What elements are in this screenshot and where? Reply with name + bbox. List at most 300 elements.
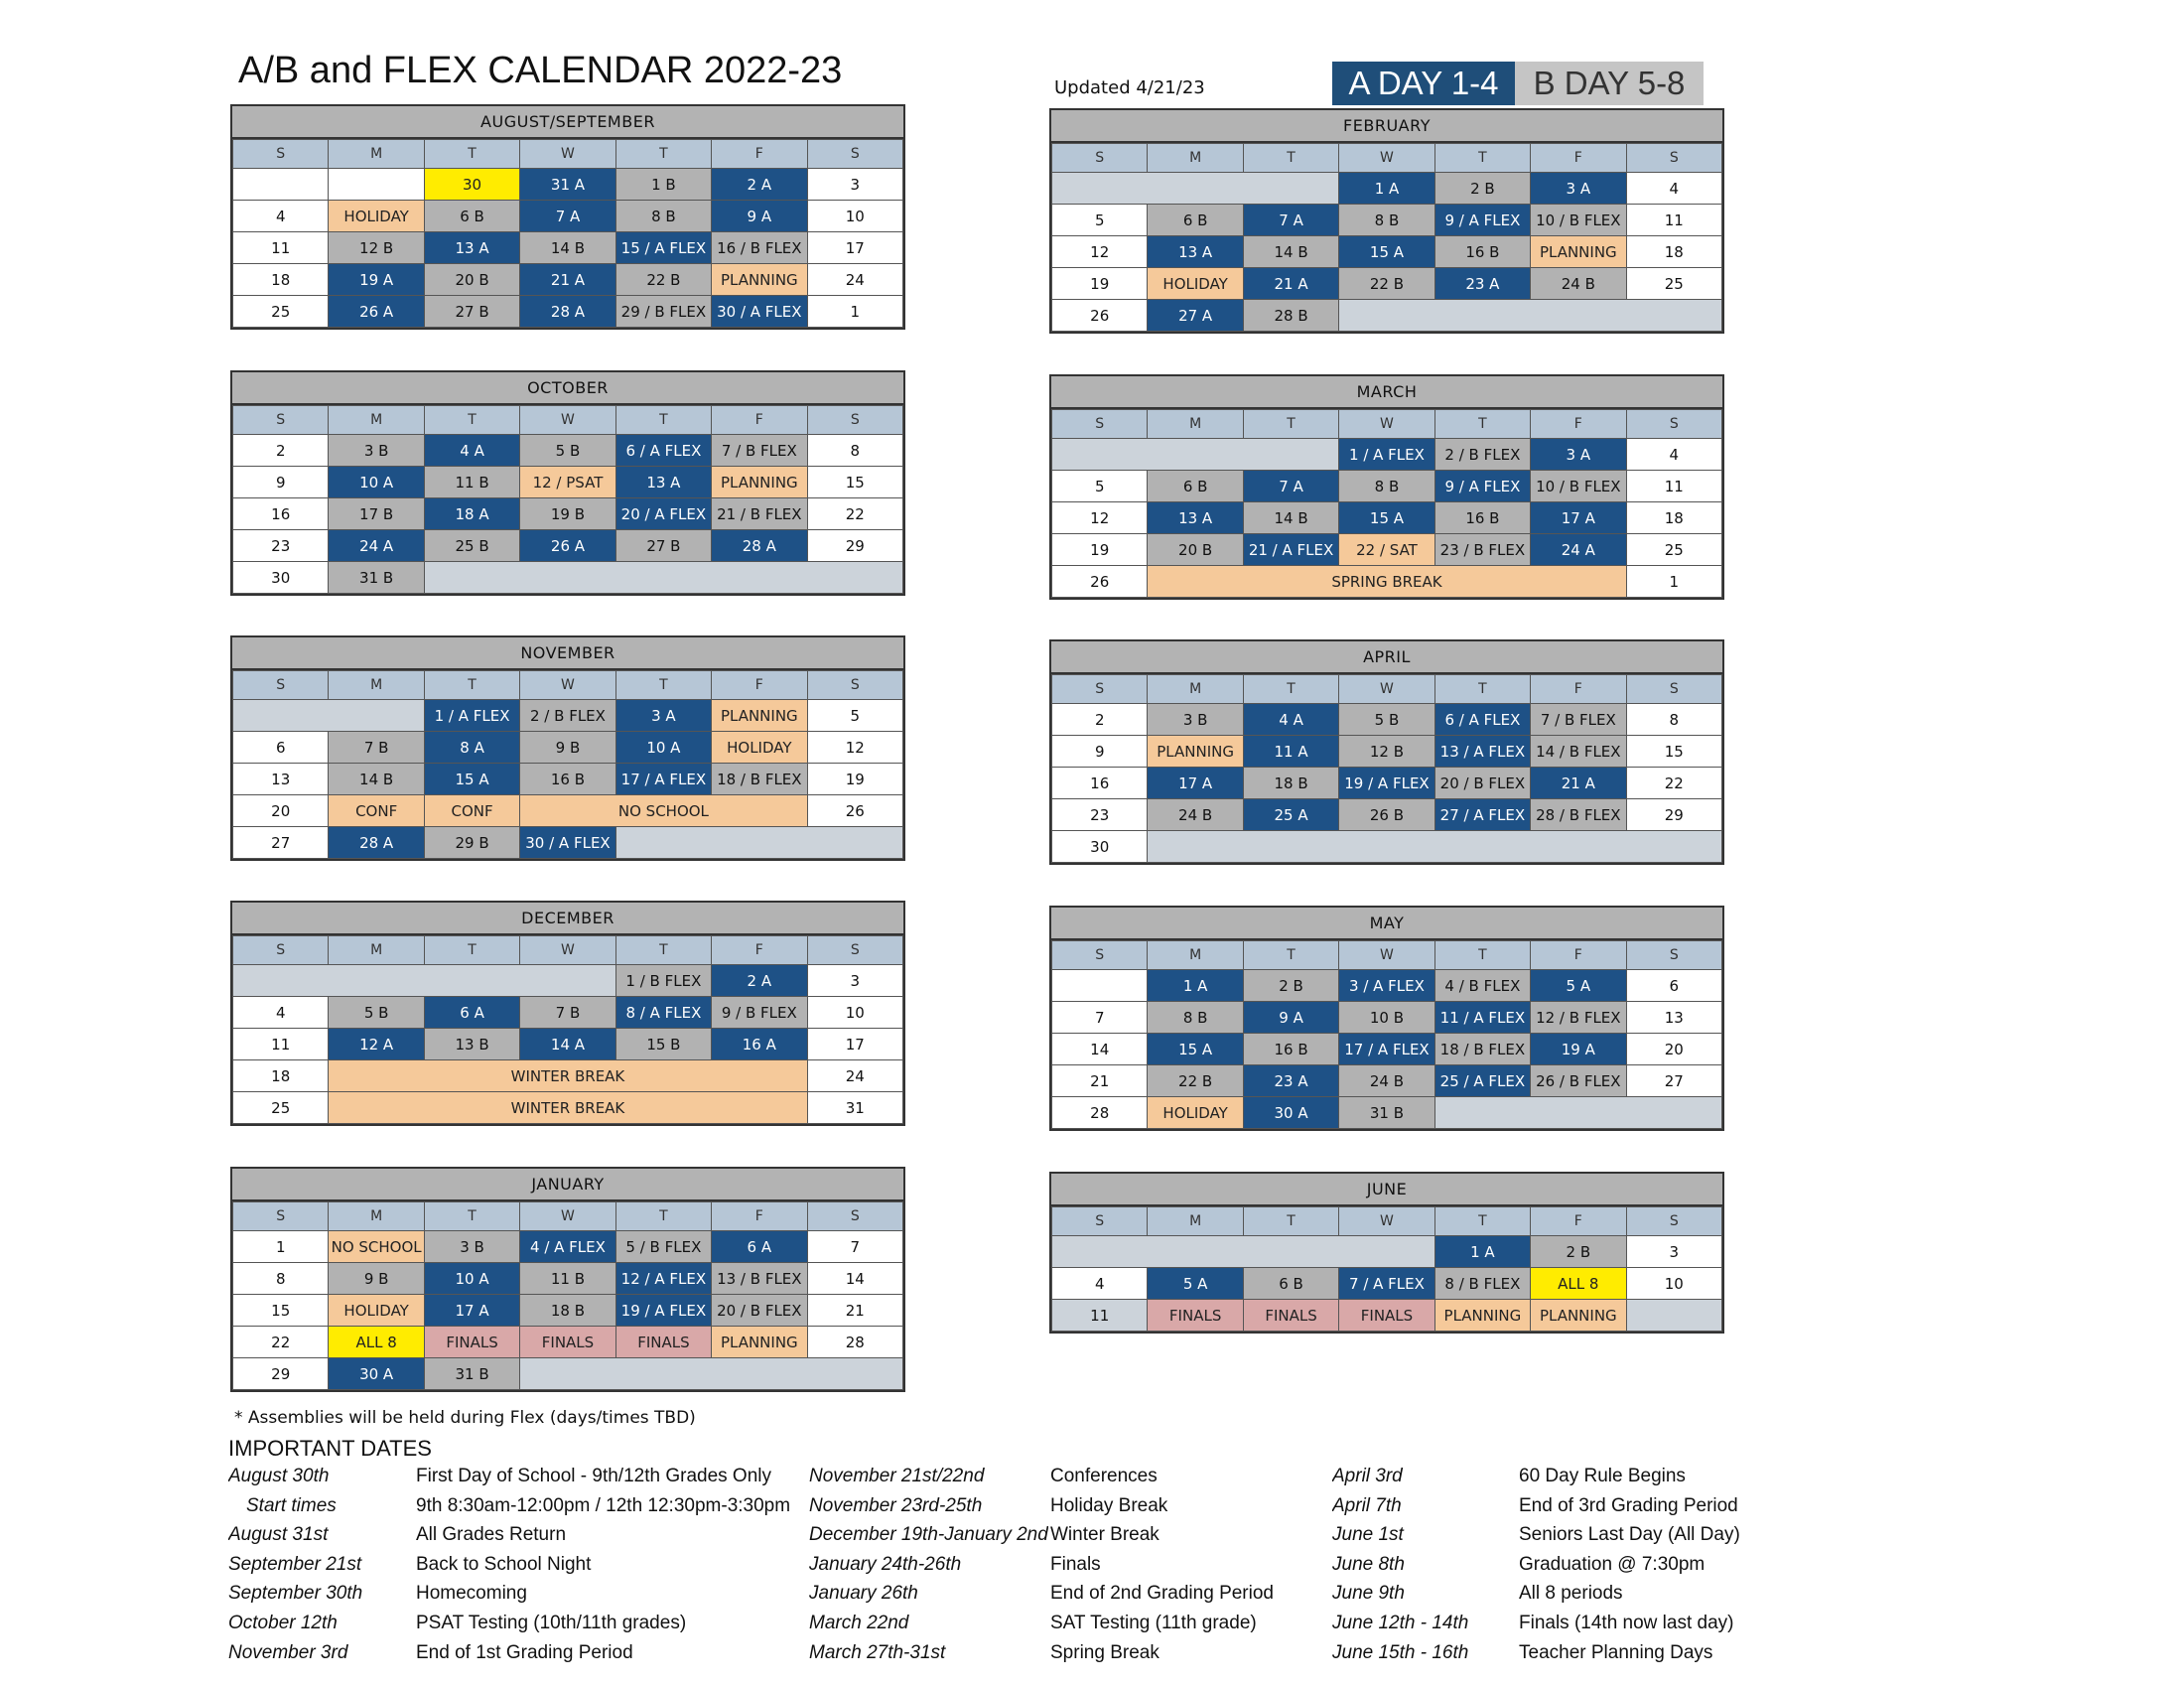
day-cell: 4 (1626, 173, 1721, 205)
important-date-entry: SAT Testing (11th grade) (1050, 1612, 1257, 1633)
day-cell: 28 A (520, 296, 615, 328)
important-date-entry: Conferences (1050, 1466, 1158, 1486)
day-cell: 16 (233, 498, 329, 530)
empty-cell (233, 169, 329, 201)
day-cell: 16 (1052, 768, 1148, 799)
day-cell: 2 A (712, 965, 807, 997)
day-cell: 9 A (1243, 1002, 1338, 1034)
day-cell: 5 B (1339, 704, 1434, 736)
important-date-entry: All 8 periods (1519, 1583, 1623, 1605)
day-cell: 12 / A FLEX (615, 1263, 711, 1295)
empty-cell (1052, 173, 1339, 205)
weekday-label: S (1626, 1207, 1721, 1236)
day-cell: 20 B (424, 264, 519, 296)
day-cell: PLANNING (712, 700, 807, 732)
month-oct (230, 370, 905, 596)
month-jan (230, 1167, 905, 1392)
month-table (1051, 409, 1722, 598)
day-cell: 27 B (615, 530, 711, 562)
day-cell: WINTER BREAK (329, 1060, 807, 1092)
day-cell: 6 B (1243, 1268, 1338, 1300)
day-cell: 14 B (1243, 236, 1338, 268)
weekday-label: W (520, 936, 615, 965)
weekday-header-row (233, 140, 903, 169)
week-row (233, 965, 903, 997)
day-cell: 12 A (329, 1029, 424, 1060)
day-cell: 30 A (1243, 1097, 1338, 1129)
weekday-label: S (807, 1202, 902, 1231)
month-jun (1049, 1172, 1724, 1334)
day-cell: 4 A (1243, 704, 1338, 736)
day-cell: 26 (1052, 566, 1148, 598)
week-row (233, 795, 903, 827)
day-cell: 15 / A FLEX (615, 232, 711, 264)
day-cell: 21 / B FLEX (712, 498, 807, 530)
weekday-label: W (1339, 675, 1434, 704)
weekday-label: M (329, 936, 424, 965)
weekday-label: M (1148, 144, 1243, 173)
day-cell: 21 A (520, 264, 615, 296)
day-cell: 15 (233, 1295, 329, 1327)
weekday-label: T (1243, 941, 1338, 970)
day-cell: 1 / A FLEX (1339, 439, 1434, 471)
day-cell: 20 / B FLEX (712, 1295, 807, 1327)
day-cell: 18 / B FLEX (712, 764, 807, 795)
day-cell: NO SCHOOL (520, 795, 807, 827)
week-row (233, 700, 903, 732)
day-cell: 21 A (1531, 768, 1626, 799)
important-date-entry: December 19th-January 2nd (809, 1524, 1048, 1546)
weekday-label: M (1148, 410, 1243, 439)
weekday-label: F (712, 671, 807, 700)
important-dates-col3-dates (1332, 1462, 1468, 1667)
empty-cell (1339, 300, 1722, 332)
week-row (1052, 1268, 1722, 1300)
day-cell: 29 B (424, 827, 519, 859)
day-cell: 9 (1052, 736, 1148, 768)
weekday-label: T (615, 406, 711, 435)
weekday-label: T (424, 671, 519, 700)
weekday-label: T (615, 140, 711, 169)
day-cell: 30 (233, 562, 329, 594)
day-cell: 23 A (1434, 268, 1530, 300)
day-cell: 10 (807, 997, 902, 1029)
day-cell: 31 (807, 1092, 902, 1124)
week-row (233, 1327, 903, 1358)
weekday-label: F (712, 406, 807, 435)
week-row (233, 435, 903, 467)
important-date-entry: November 21st/22nd (809, 1466, 985, 1486)
day-cell: 1 A (1339, 173, 1434, 205)
month-feb (1049, 108, 1724, 334)
day-cell: 26 (807, 795, 902, 827)
day-cell: 13 (233, 764, 329, 795)
week-row (1052, 300, 1722, 332)
day-cell: 20 B (1148, 534, 1243, 566)
day-cell: 9 (233, 467, 329, 498)
day-cell: 8 A (424, 732, 519, 764)
day-cell: CONF (424, 795, 519, 827)
month-title: APRIL (1051, 641, 1722, 674)
updated-date: Updated 4/21/23 (1054, 77, 1205, 98)
month-aug (230, 104, 905, 330)
weekday-label: F (712, 936, 807, 965)
day-cell: 8 B (1148, 1002, 1243, 1034)
weekday-label: W (520, 1202, 615, 1231)
empty-cell (1434, 1097, 1721, 1129)
day-cell: 9 B (520, 732, 615, 764)
empty-cell (520, 1358, 903, 1390)
day-cell: 4 / A FLEX (520, 1231, 615, 1263)
weekday-label: S (1052, 941, 1148, 970)
weekday-label: S (1626, 941, 1721, 970)
day-cell: 5 / B FLEX (615, 1231, 711, 1263)
day-cell: 29 (1626, 799, 1721, 831)
day-cell: 27 (1626, 1065, 1721, 1097)
month-table (232, 670, 903, 859)
assemblies-note: * Assemblies will be held during Flex (days/times TBD) (234, 1408, 696, 1428)
b-day-legend: B DAY 5-8 (1515, 62, 1704, 105)
weekday-label: S (1626, 144, 1721, 173)
day-cell: FINALS (1243, 1300, 1338, 1332)
day-cell: 16 B (1434, 502, 1530, 534)
day-cell: 14 B (329, 764, 424, 795)
day-cell: 7 / B FLEX (1531, 704, 1626, 736)
day-cell: 19 (807, 764, 902, 795)
day-cell: 31 B (424, 1358, 519, 1390)
day-cell: 1 (807, 296, 902, 328)
month-nov (230, 635, 905, 861)
day-cell: 22 B (1339, 268, 1434, 300)
day-cell: HOLIDAY (1148, 268, 1243, 300)
day-cell: 5 A (1148, 1268, 1243, 1300)
month-apr (1049, 639, 1724, 865)
day-cell: 3 B (424, 1231, 519, 1263)
day-cell: 3 (807, 169, 902, 201)
day-cell: 22 (233, 1327, 329, 1358)
week-row (1052, 736, 1722, 768)
day-cell: 6 / A FLEX (1434, 704, 1530, 736)
day-cell: 29 (233, 1358, 329, 1390)
day-cell: 2 (233, 435, 329, 467)
week-row (1052, 439, 1722, 471)
page-title: A/B and FLEX CALENDAR 2022-23 (238, 50, 843, 91)
day-cell: FINALS (424, 1327, 519, 1358)
weekday-label: M (329, 140, 424, 169)
weekday-header-row (233, 936, 903, 965)
important-date-entry: August 30th (228, 1466, 330, 1486)
day-cell: 25 B (424, 530, 519, 562)
week-row (233, 1231, 903, 1263)
day-cell: 13 / B FLEX (712, 1263, 807, 1295)
week-row (1052, 1300, 1722, 1332)
day-cell: 21 (1052, 1065, 1148, 1097)
weekday-label: S (1052, 410, 1148, 439)
day-cell: 29 (807, 530, 902, 562)
day-cell: PLANNING (1531, 236, 1626, 268)
month-table (1051, 1206, 1722, 1332)
weekday-label: T (424, 406, 519, 435)
month-table (1051, 143, 1722, 332)
weekday-label: W (1339, 1207, 1434, 1236)
week-row (1052, 268, 1722, 300)
a-day-legend: A DAY 1-4 (1332, 62, 1515, 105)
day-cell: CONF (329, 795, 424, 827)
day-cell: 7 B (520, 997, 615, 1029)
important-date-entry: Back to School Night (416, 1553, 592, 1575)
day-cell: 20 (1626, 1034, 1721, 1065)
day-cell: 6 A (712, 1231, 807, 1263)
day-cell: 18 (233, 264, 329, 296)
weekday-label: T (424, 1202, 519, 1231)
day-cell: 25 A (1243, 799, 1338, 831)
day-cell: 5 (1052, 471, 1148, 502)
day-cell: 9 B (329, 1263, 424, 1295)
important-date-entry: Finals (1050, 1553, 1101, 1575)
week-row (1052, 1002, 1722, 1034)
week-row (1052, 970, 1722, 1002)
weekday-label: T (615, 671, 711, 700)
empty-cell (1052, 970, 1148, 1002)
weekday-label: S (1052, 675, 1148, 704)
day-cell: 13 / A FLEX (1434, 736, 1530, 768)
day-cell: FINALS (1148, 1300, 1243, 1332)
week-row (1052, 799, 1722, 831)
day-cell: 20 / B FLEX (1434, 768, 1530, 799)
important-date-entry: PSAT Testing (10th/11th grades) (416, 1612, 687, 1633)
month-table (232, 1201, 903, 1390)
weekday-label: M (1148, 1207, 1243, 1236)
day-cell: 4 / B FLEX (1434, 970, 1530, 1002)
weekday-label: S (1052, 144, 1148, 173)
week-row (233, 764, 903, 795)
day-cell: 8 / A FLEX (615, 997, 711, 1029)
day-cell: 22 / SAT (1339, 534, 1434, 566)
month-dec (230, 901, 905, 1126)
important-date-entry: 60 Day Rule Begins (1519, 1466, 1686, 1486)
week-row (233, 467, 903, 498)
important-date-entry: Start times (246, 1494, 337, 1516)
weekday-label: S (1052, 1207, 1148, 1236)
month-title: MARCH (1051, 376, 1722, 409)
day-cell: HOLIDAY (329, 1295, 424, 1327)
month-may (1049, 906, 1724, 1131)
week-row (233, 169, 903, 201)
day-cell: 12 B (329, 232, 424, 264)
important-dates-col2-events (1050, 1462, 1274, 1667)
day-cell: 15 B (615, 1029, 711, 1060)
day-cell: 29 / B FLEX (615, 296, 711, 328)
day-cell: 14 B (1243, 502, 1338, 534)
day-cell: WINTER BREAK (329, 1092, 807, 1124)
day-cell: 5 A (1531, 970, 1626, 1002)
day-cell: ALL 8 (1531, 1268, 1626, 1300)
day-cell: PLANNING (1148, 736, 1243, 768)
day-cell: 21 A (1243, 268, 1338, 300)
month-title: JANUARY (232, 1169, 903, 1201)
day-cell: 22 B (1148, 1065, 1243, 1097)
weekday-header-row (1052, 941, 1722, 970)
day-cell: 22 B (615, 264, 711, 296)
weekday-label: T (615, 936, 711, 965)
day-cell: 3 A (1531, 439, 1626, 471)
weekday-label: W (1339, 410, 1434, 439)
important-date-entry: April 7th (1332, 1494, 1402, 1516)
day-cell: 23 / B FLEX (1434, 534, 1530, 566)
day-cell: 28 / B FLEX (1531, 799, 1626, 831)
day-cell: 7 / A FLEX (1339, 1268, 1434, 1300)
day-cell: 21 / A FLEX (1243, 534, 1338, 566)
important-dates-col2-dates (809, 1462, 1048, 1667)
day-cell: 7 A (1243, 205, 1338, 236)
month-table (232, 139, 903, 328)
day-cell: 6 (233, 732, 329, 764)
day-cell: 24 A (1531, 534, 1626, 566)
day-cell: 26 (1052, 300, 1148, 332)
day-cell: 27 / A FLEX (1434, 799, 1530, 831)
week-row (233, 1029, 903, 1060)
day-cell: 1 B (615, 169, 711, 201)
weekday-header-row (1052, 675, 1722, 704)
day-cell: 10 / B FLEX (1531, 205, 1626, 236)
day-cell: 21 (807, 1295, 902, 1327)
week-row (233, 827, 903, 859)
weekday-label: M (329, 1202, 424, 1231)
day-cell: 26 A (520, 530, 615, 562)
day-cell: 30 (1052, 831, 1148, 863)
week-row (233, 498, 903, 530)
day-cell: 4 (233, 997, 329, 1029)
month-table (232, 405, 903, 594)
weekday-label: T (424, 140, 519, 169)
important-date-entry: End of 1st Grading Period (416, 1641, 633, 1663)
week-row (233, 296, 903, 328)
day-cell: 18 (1626, 502, 1721, 534)
day-cell: 23 (233, 530, 329, 562)
empty-cell (233, 965, 616, 997)
day-cell: 19 B (520, 498, 615, 530)
week-row (1052, 205, 1722, 236)
day-cell: 2 / B FLEX (1434, 439, 1530, 471)
day-cell: 28 (1052, 1097, 1148, 1129)
day-cell: 6 (1626, 970, 1721, 1002)
day-cell: 25 (1626, 534, 1721, 566)
day-cell: 28 A (329, 827, 424, 859)
day-cell: 14 (807, 1263, 902, 1295)
important-date-entry: June 8th (1332, 1553, 1405, 1575)
week-row (233, 732, 903, 764)
day-cell: 24 (807, 264, 902, 296)
day-cell: 4 (1626, 439, 1721, 471)
day-cell: SPRING BREAK (1148, 566, 1626, 598)
day-cell: 18 B (1243, 768, 1338, 799)
day-cell: 6 B (1148, 471, 1243, 502)
day-cell: 7 (1052, 1002, 1148, 1034)
day-cell: 16 A (712, 1029, 807, 1060)
important-date-entry: Seniors Last Day (All Day) (1519, 1524, 1740, 1546)
day-cell: 23 A (1243, 1065, 1338, 1097)
week-row (1052, 534, 1722, 566)
day-cell: 10 / B FLEX (1531, 471, 1626, 502)
day-cell: 3 / A FLEX (1339, 970, 1434, 1002)
day-cell: 2 / B FLEX (520, 700, 615, 732)
month-title: MAY (1051, 908, 1722, 940)
day-cell: 16 B (1243, 1034, 1338, 1065)
day-cell: 15 A (1339, 502, 1434, 534)
weekday-label: S (233, 1202, 329, 1231)
day-cell: PLANNING (1434, 1300, 1530, 1332)
important-date-entry: January 24th-26th (809, 1553, 962, 1575)
day-cell: 10 A (615, 732, 711, 764)
day-cell: PLANNING (712, 264, 807, 296)
weekday-header-row (1052, 144, 1722, 173)
day-cell: 16 B (520, 764, 615, 795)
day-cell: 19 / A FLEX (1339, 768, 1434, 799)
day-cell: 24 (807, 1060, 902, 1092)
day-cell: 14 / B FLEX (1531, 736, 1626, 768)
day-cell: 11 (1626, 471, 1721, 502)
important-date-entry: Teacher Planning Days (1519, 1641, 1713, 1663)
day-cell: 11 / A FLEX (1434, 1002, 1530, 1034)
day-cell: 8 (233, 1263, 329, 1295)
day-cell: 17 (807, 232, 902, 264)
day-cell: 10 (807, 201, 902, 232)
weekday-label: F (1531, 144, 1626, 173)
month-title: DECEMBER (232, 903, 903, 935)
important-date-entry: April 3rd (1332, 1466, 1403, 1486)
empty-cell (1052, 439, 1339, 471)
day-cell: 6 / A FLEX (615, 435, 711, 467)
day-cell: 30 (424, 169, 519, 201)
important-date-entry: March 27th-31st (809, 1641, 946, 1663)
month-mar (1049, 374, 1724, 600)
day-cell: 2 B (1434, 173, 1530, 205)
day-cell: 4 (233, 201, 329, 232)
weekday-label: S (807, 936, 902, 965)
day-cell: 14 A (520, 1029, 615, 1060)
day-cell: 27 A (1148, 300, 1243, 332)
weekday-header-row (1052, 410, 1722, 439)
empty-cell (1626, 1300, 1721, 1332)
day-cell: 24 B (1339, 1065, 1434, 1097)
weekday-header-row (233, 671, 903, 700)
day-cell: 26 A (329, 296, 424, 328)
day-cell: 17 A (1148, 768, 1243, 799)
day-cell: 20 / A FLEX (615, 498, 711, 530)
day-cell: 7 A (520, 201, 615, 232)
week-row (233, 1092, 903, 1124)
week-row (1052, 704, 1722, 736)
weekday-label: M (1148, 941, 1243, 970)
month-table (1051, 940, 1722, 1129)
day-cell: 8 (807, 435, 902, 467)
day-cell: 9 / A FLEX (1434, 471, 1530, 502)
weekday-header-row (1052, 1207, 1722, 1236)
weekday-label: F (712, 1202, 807, 1231)
day-cell: 18 A (424, 498, 519, 530)
weekday-label: F (1531, 675, 1626, 704)
day-cell: 11 B (424, 467, 519, 498)
day-cell: 5 (807, 700, 902, 732)
day-cell: 6 B (1148, 205, 1243, 236)
day-cell: 13 A (615, 467, 711, 498)
day-cell: 15 A (1339, 236, 1434, 268)
day-cell: 11 (1052, 1300, 1148, 1332)
month-title: FEBRUARY (1051, 110, 1722, 143)
weekday-label: S (1626, 675, 1721, 704)
day-cell: 25 (233, 1092, 329, 1124)
week-row (233, 1060, 903, 1092)
